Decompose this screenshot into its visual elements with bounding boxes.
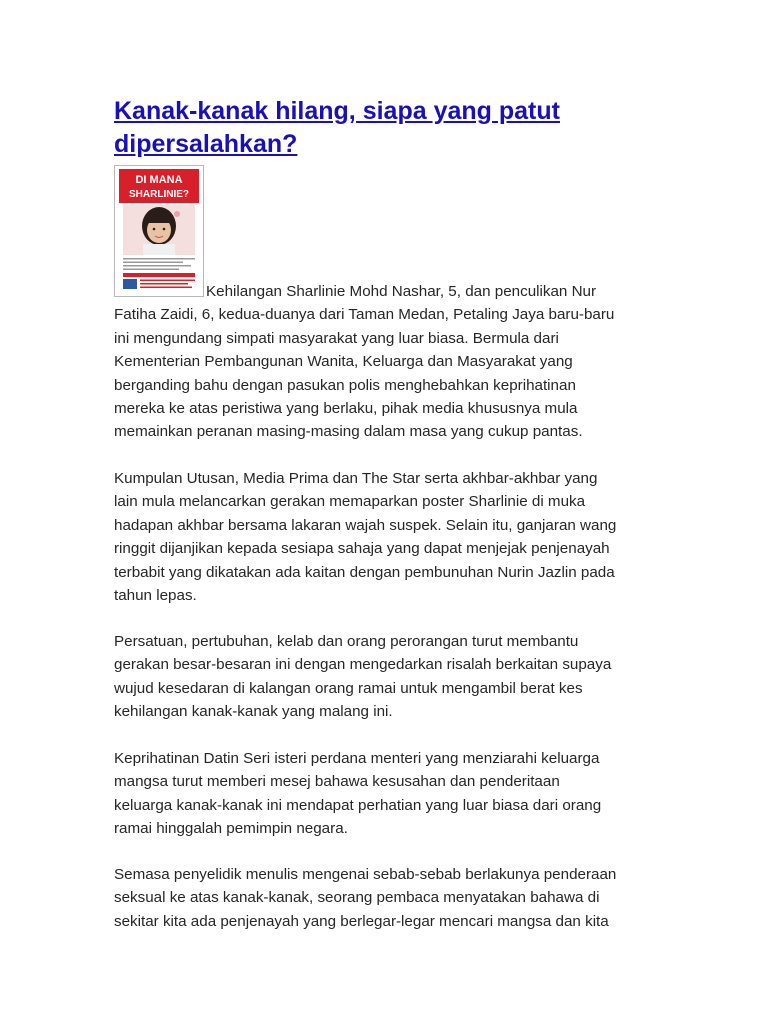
paragraph-line: mereka ke atas peristiwa yang berlaku, pihak media khususnya mula [114, 399, 578, 417]
paragraph-line: lain mula melancarkan gerakan memaparkan poster Sharlinie di muka [114, 493, 586, 511]
article-paragraph-4 [114, 747, 659, 841]
article-paragraph-3 [114, 630, 659, 724]
paragraph-line: wujud kesedaran di kalangan orang ramai untuk mengambil berat kes [114, 679, 583, 697]
paragraph-line: tahun lepas. [114, 586, 197, 604]
article-paragraph-2 [114, 467, 659, 607]
paragraph-line: seksual ke atas kanak-kanak, seorang pembaca menyatakan bahawa di [114, 889, 600, 907]
paragraph-line: ramai hinggalah pemimpin negara. [114, 820, 348, 838]
paragraph-line: ini mengundang simpati masyarakat yang luar biasa. Bermula dari [114, 329, 559, 347]
article-paragraph-5 [114, 863, 659, 933]
paragraph-line: kehilangan kanak-kanak yang malang ini. [114, 703, 393, 721]
missing-child-poster-image [114, 165, 204, 297]
paragraph-line: terbabit yang dikatakan ada kaitan dengan pembunuhan Nurin Jazlin pada [114, 563, 615, 581]
paragraph-line: berganding bahu dengan pasukan polis menghebahkan keprihatinan [114, 376, 576, 394]
paragraph-line: Persatuan, pertubuhan, kelab dan orang perorangan turut membantu [114, 633, 579, 650]
paragraph-line: hadapan akhbar bersama lakaran wajah suspek. Selain itu, ganjaran wang [114, 516, 617, 534]
paragraph-line: mangsa turut memberi mesej bahawa kesusahan dan penderitaan [114, 773, 560, 791]
article-title-line-1: Kanak-kanak hilang, siapa yang patut [114, 97, 560, 125]
article-title-line-2: dipersalahkan? [114, 130, 298, 158]
paragraph-line: sekitar kita ada penjenayah yang berlegar-legar mencari mangsa dan kita [114, 912, 609, 930]
paragraph-line: Kementerian Pembangunan Wanita, Keluarga dan Masyarakat yang [114, 353, 573, 371]
paragraph-line: gerakan besar-besaran ini dengan mengedarkan risalah berkaitan supaya [114, 656, 612, 674]
article-paragraph-1 [114, 280, 659, 444]
poster-headline-line-1: DI MANA [135, 174, 183, 186]
article-title [114, 95, 674, 161]
paragraph-line: Keprihatinan Datin Seri isteri perdana menteri yang menziarahi keluarga [114, 750, 600, 767]
paragraph-line: Semasa penyelidik menulis mengenai sebab-sebab berlakunya penderaan [114, 866, 617, 883]
paragraph-line: memainkan peranan masing-masing dalam masa yang cukup pantas. [114, 423, 583, 441]
paragraph-line: Kumpulan Utusan, Media Prima dan The Star serta akhbar-akhbar yang [114, 470, 598, 487]
paragraph-line: Fatiha Zaidi, 6, kedua-duanya dari Taman Medan, Petaling Jaya baru-baru [114, 306, 615, 324]
poster-graphic [115, 166, 203, 296]
paragraph-line: Kehilangan Sharlinie Mohd Nashar, 5, dan penculikan Nur [206, 283, 597, 300]
poster-headline-line-2: SHARLINIE? [129, 189, 189, 200]
paragraph-line: ringgit dijanjikan kepada sesiapa sahaja yang dapat menjejak penjenayah [114, 540, 610, 558]
paragraph-line: keluarga kanak-kanak ini mendapat perhatian yang luar biasa dari orang [114, 796, 602, 814]
